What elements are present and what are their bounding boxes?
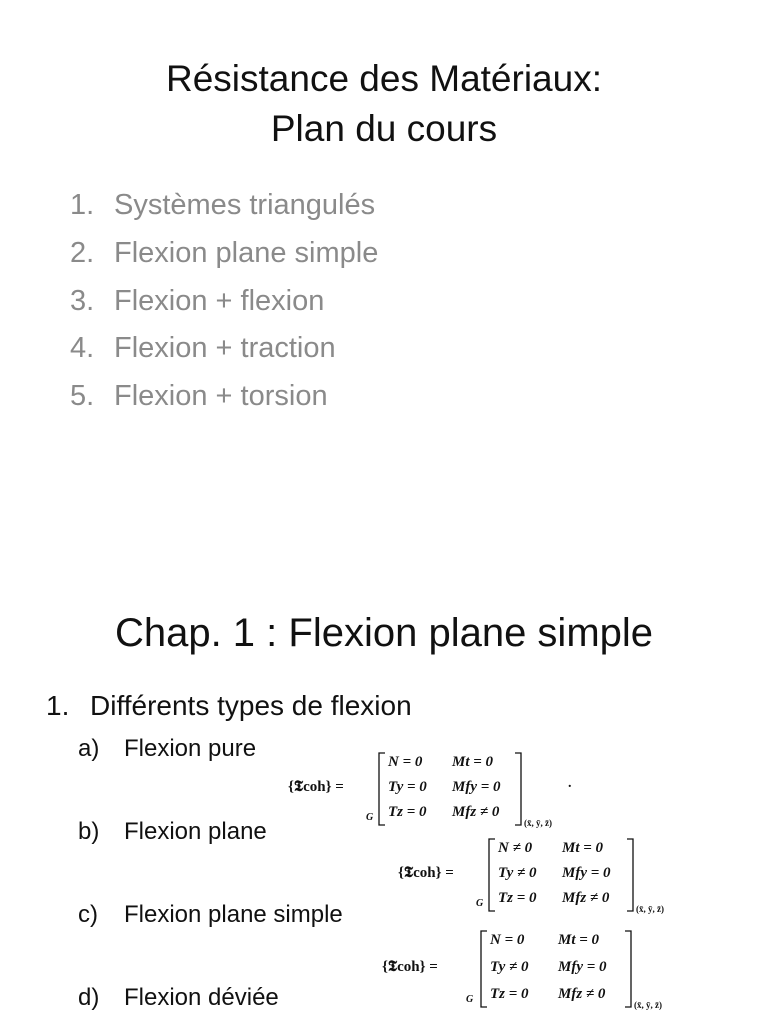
flexion-type-item: c) Flexion plane simple (78, 901, 343, 928)
section-heading: 1. Différents types de flexion (46, 690, 412, 721)
outline-item: 1. Systèmes triangulés (70, 189, 376, 221)
cohesion-torsor-flexion-pure: {𝕿coh} = G N = 0 Mt = 0 Ty = 0 Mfy = 0 Tz = 0 Mfz ≠ 0 (x̄, ȳ, z̄) . (288, 754, 572, 828)
course-outline (70, 182, 378, 421)
slide-title (0, 54, 768, 154)
slide-chapter-1 (0, 512, 768, 1024)
flexion-type-item: a) Flexion pure (78, 735, 257, 762)
chapter-title: Chap. 1 : Flexion plane simple (114, 611, 654, 655)
flexion-type-item: d) Flexion déviée (78, 984, 279, 1011)
outline-item: 5. Flexion + torsion (70, 380, 328, 413)
cohesion-torsor-flexion-plane: {𝕿coh} = G N ≠ 0 Mt = 0 Ty ≠ 0 Mfy = 0 Tz = 0 Mfz ≠ 0 (x̄, ȳ, z̄) (398, 840, 664, 914)
flexion-type-item: b) Flexion plane (78, 818, 267, 845)
title-line-1: Résistance des Matériaux: (166, 58, 602, 99)
cohesion-torsor-flexion-plane-simple: {𝕿coh} = G N = 0 Mt = 0 Ty ≠ 0 Mfy = 0 Tz = 0 Mfz ≠ 0 (x̄, ȳ, z̄) (382, 932, 662, 1010)
outline-item: 2. Flexion plane simple (70, 236, 379, 269)
title-line-2: Plan du cours (270, 108, 498, 149)
outline-item: 3. Flexion + flexion (70, 284, 325, 317)
outline-item: 4. Flexion + traction (70, 332, 336, 365)
